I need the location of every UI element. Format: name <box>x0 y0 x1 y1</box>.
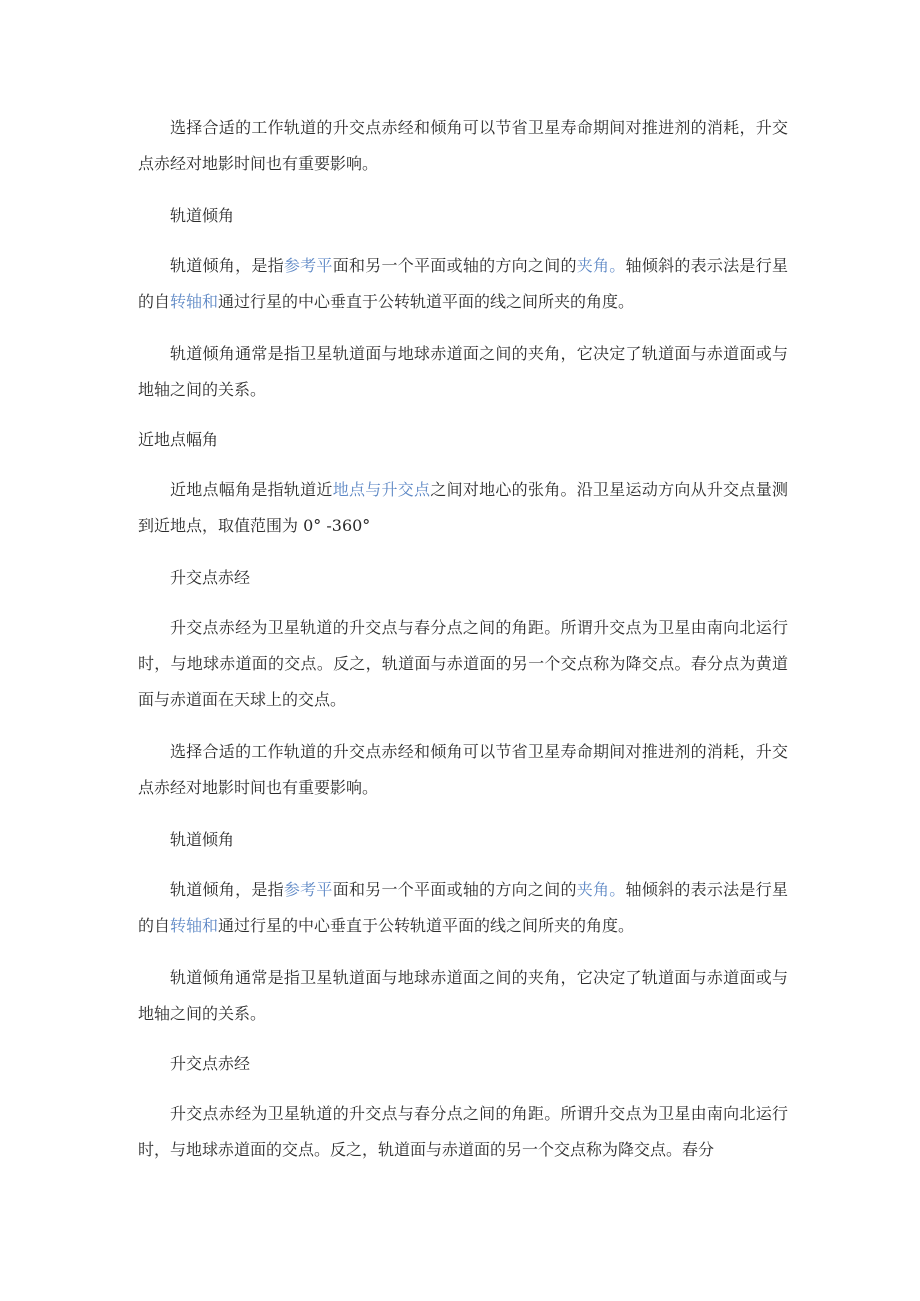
link-perigee-node[interactable]: 地点与升交点 <box>332 480 431 499</box>
para-inclination-usage: 轨道倾角通常是指卫星轨道面与地球赤道面之间的夹角，它决定了轨道面与赤道面或与地轴之间的关系。 <box>138 344 788 399</box>
text-run: 面和另一个平面或轴的方向之间的 <box>332 256 577 275</box>
text-run: 轨道倾角，是指 <box>170 880 284 899</box>
link-rotation-axis[interactable]: 转轴和 <box>170 292 219 311</box>
text-run: 轨道倾角，是指 <box>170 256 284 275</box>
text-run: 面和另一个平面或轴的方向之间的 <box>332 880 577 899</box>
link-angle-2[interactable]: 夹角。 <box>576 880 626 899</box>
para-inclination-def <box>138 248 788 320</box>
link-reference-plane-2[interactable]: 参考平 <box>283 880 333 899</box>
heading-raan: 升交点赤经 <box>170 568 251 587</box>
para-inclination-usage-2: 轨道倾角通常是指卫星轨道面与地球赤道面之间的夹角，它决定了轨道面与赤道面或与地轴之间的关系。 <box>138 968 788 1023</box>
text-run: 轴倾斜的表示法是行星的自 <box>138 256 788 311</box>
para-raan-def: 升交点赤经为卫星轨道的升交点与春分点之间的角距。所谓升交点为卫星由南向北运行时，与地球赤道面的交点。反之，轨道面与赤道面的另一个交点称为降交点。春分点为黄道面与赤道面在天球上的交点。 <box>138 618 788 709</box>
para-raan-def-2: 升交点赤经为卫星轨道的升交点与春分点之间的角距。所谓升交点为卫星由南向北运行时，与地球赤道面的交点。反之，轨道面与赤道面的另一个交点称为降交点。春分 <box>138 1104 788 1159</box>
link-reference-plane[interactable]: 参考平 <box>283 256 333 275</box>
heading-perigee-argument: 近地点幅角 <box>138 430 219 449</box>
document-page <box>138 110 788 1168</box>
para-inclination-def-2 <box>138 872 788 944</box>
heading-raan-2: 升交点赤经 <box>170 1054 251 1073</box>
link-angle[interactable]: 夹角。 <box>576 256 626 275</box>
text-run: 之间对地心的张角。沿卫星运动方向从升交点量测到近地点，取值范围为 0° -360° <box>138 480 788 535</box>
text-run: 通过行星的中心垂直于公转轨道平面的线之间所夹的角度。 <box>218 292 635 311</box>
text-run: 通过行星的中心垂直于公转轨道平面的线之间所夹的角度。 <box>218 916 635 935</box>
heading-inclination: 轨道倾角 <box>170 206 235 225</box>
text-run: 轴倾斜的表示法是行星的自 <box>138 880 788 935</box>
text-run: 近地点幅角是指轨道近 <box>170 480 333 499</box>
heading-inclination-2: 轨道倾角 <box>170 830 235 849</box>
link-rotation-axis-2[interactable]: 转轴和 <box>170 916 219 935</box>
para-perigee-argument <box>138 472 788 544</box>
para-raan-selection: 选择合适的工作轨道的升交点赤经和倾角可以节省卫星寿命期间对推进剂的消耗，升交点赤经对地影时间也有重要影响。 <box>138 118 788 173</box>
para-raan-selection-2: 选择合适的工作轨道的升交点赤经和倾角可以节省卫星寿命期间对推进剂的消耗，升交点赤经对地影时间也有重要影响。 <box>138 742 788 797</box>
